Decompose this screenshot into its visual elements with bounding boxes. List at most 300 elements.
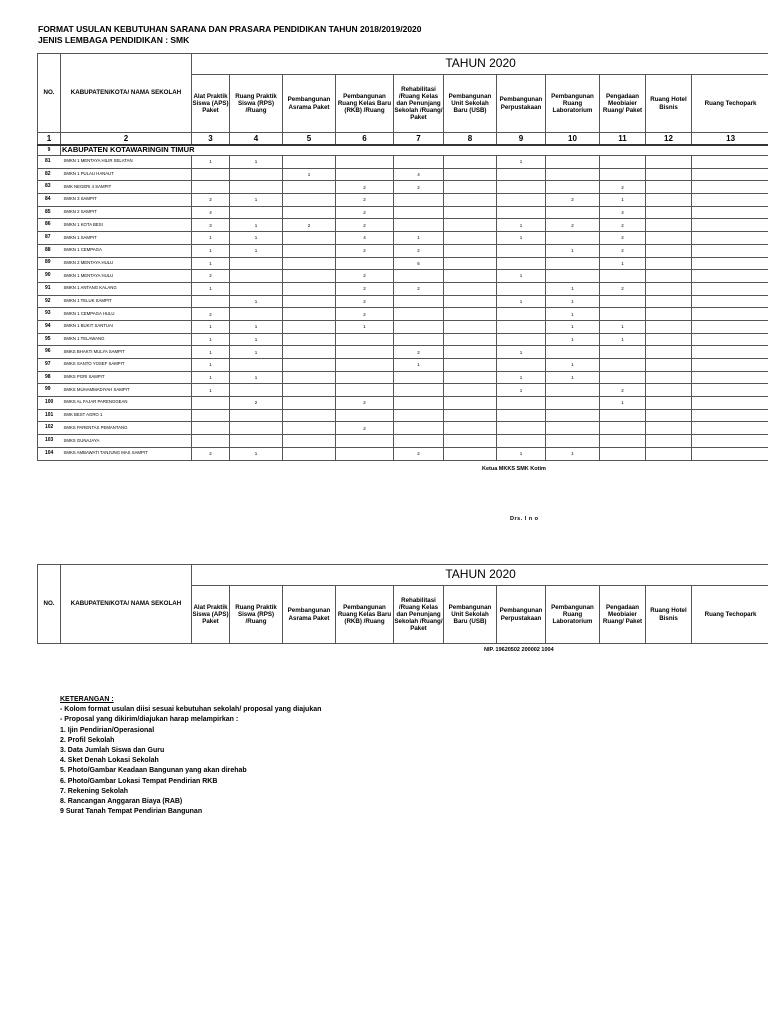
header-year: TAHUN 2020 bbox=[192, 54, 768, 75]
cell-value: 1 bbox=[546, 333, 600, 346]
cell-value bbox=[497, 320, 546, 333]
header-col-usb: Pembangunan Unit Sekolah Baru (USB) bbox=[444, 75, 497, 133]
cell-value bbox=[692, 219, 768, 232]
cell-value bbox=[230, 409, 283, 422]
row-number: 96 bbox=[38, 346, 61, 359]
header-col-aps: Alat Praktik Siswa (APS) Paket bbox=[192, 75, 230, 133]
signature-name: Drs. I n o bbox=[510, 516, 539, 522]
cell-value bbox=[336, 359, 394, 372]
cell-value bbox=[336, 156, 394, 169]
cell-value: 2 bbox=[600, 244, 646, 257]
cell-value: 1 bbox=[546, 244, 600, 257]
cell-value bbox=[692, 257, 768, 270]
cell-value bbox=[336, 447, 394, 460]
cell-value bbox=[192, 295, 230, 308]
cell-value: 2 bbox=[394, 346, 444, 359]
row-number: 86 bbox=[38, 219, 61, 232]
cell-value bbox=[546, 156, 600, 169]
row-number: 102 bbox=[38, 422, 61, 435]
header-col-rps: Ruang Praktik Siswa (RPS) /Ruang bbox=[230, 75, 283, 133]
row-number: 88 bbox=[38, 244, 61, 257]
row-number: 98 bbox=[38, 371, 61, 384]
cell-value bbox=[600, 308, 646, 321]
cell-value bbox=[646, 409, 692, 422]
cell-value: 2 bbox=[336, 244, 394, 257]
table-row bbox=[38, 422, 768, 435]
cell-value bbox=[600, 435, 646, 448]
cell-value bbox=[646, 219, 692, 232]
cell-value bbox=[646, 232, 692, 245]
row-number: 104 bbox=[38, 447, 61, 460]
cell-value bbox=[230, 384, 283, 397]
cell-value bbox=[646, 397, 692, 410]
cell-value bbox=[497, 168, 546, 181]
cell-value bbox=[283, 320, 336, 333]
cell-value: 1 bbox=[230, 194, 283, 207]
school-name: SMKN 1 MENTAYA HULU bbox=[61, 270, 192, 283]
cell-value bbox=[692, 409, 768, 422]
cell-value bbox=[646, 333, 692, 346]
row-number: 99 bbox=[38, 384, 61, 397]
cell-value: 2 bbox=[600, 219, 646, 232]
cell-value bbox=[600, 156, 646, 169]
school-name: SMKN 1 BUKIT SANTUAI bbox=[61, 320, 192, 333]
cell-value bbox=[692, 282, 768, 295]
cell-value bbox=[444, 320, 497, 333]
cell-value: 1 bbox=[600, 333, 646, 346]
cell-value bbox=[444, 308, 497, 321]
cell-value bbox=[192, 397, 230, 410]
cell-value bbox=[283, 257, 336, 270]
cell-value bbox=[646, 447, 692, 460]
row-number: 87 bbox=[38, 232, 61, 245]
cell-value bbox=[600, 346, 646, 359]
cell-value: 1 bbox=[600, 257, 646, 270]
cell-value bbox=[646, 384, 692, 397]
cell-value bbox=[283, 232, 336, 245]
cell-value bbox=[336, 435, 394, 448]
cell-value bbox=[692, 447, 768, 460]
cell-value bbox=[497, 181, 546, 194]
cell-value bbox=[546, 397, 600, 410]
header-col-meubelair: Pengadaan Meobiaier Ruang/ Paket bbox=[600, 586, 646, 644]
cell-value: 1 bbox=[192, 156, 230, 169]
cell-value bbox=[497, 409, 546, 422]
cell-value: 1 bbox=[394, 232, 444, 245]
cell-value bbox=[600, 270, 646, 283]
table-row bbox=[38, 320, 768, 333]
cell-value: 2 bbox=[192, 447, 230, 460]
cell-value bbox=[394, 397, 444, 410]
cell-value: 2 bbox=[600, 384, 646, 397]
cell-value bbox=[692, 295, 768, 308]
cell-value bbox=[692, 359, 768, 372]
cell-value: 1 bbox=[546, 359, 600, 372]
cell-value bbox=[283, 384, 336, 397]
institution-type: JENIS LEMBAGA PENDIDIKAN : SMK bbox=[38, 35, 190, 45]
cell-value: 2 bbox=[600, 181, 646, 194]
table-row bbox=[38, 156, 768, 169]
cell-value bbox=[646, 206, 692, 219]
header-col-perpustakaan: Pembangunan Perpustakaan bbox=[497, 75, 546, 133]
cell-value bbox=[394, 371, 444, 384]
school-name: SMKS BHAKTI MULYA SAMPIT bbox=[61, 346, 192, 359]
notes-item: 4. Sket Denah Lokasi Sekolah bbox=[60, 757, 159, 765]
notes-item: 2. Profil Sekolah bbox=[60, 736, 115, 744]
row-number: 89 bbox=[38, 257, 61, 270]
cell-value bbox=[692, 397, 768, 410]
header-school-name: KABUPATEN/KOTA/ NAMA SEKOLAH bbox=[61, 54, 192, 133]
school-name: SMKN 1 SAMPIT bbox=[61, 232, 192, 245]
cell-value bbox=[444, 422, 497, 435]
cell-value: 2 bbox=[336, 206, 394, 219]
cell-value: 1 bbox=[497, 346, 546, 359]
table-row bbox=[38, 308, 768, 321]
cell-value: 1 bbox=[230, 156, 283, 169]
cell-value bbox=[336, 333, 394, 346]
cell-value bbox=[444, 181, 497, 194]
cell-value bbox=[230, 359, 283, 372]
table-row bbox=[38, 244, 768, 257]
header-col-rehab: Rehabilitasi /Ruang Kelas dan Penunjang Sekolah /Ruang/ Paket bbox=[394, 586, 444, 644]
cell-value: 2 bbox=[192, 270, 230, 283]
school-name: SMKN 1 TELUK SAMPIT bbox=[61, 295, 192, 308]
header-col-aps: Alat Praktik Siswa (APS) Paket bbox=[192, 586, 230, 644]
cell-value: 1 bbox=[230, 447, 283, 460]
cell-value bbox=[692, 206, 768, 219]
cell-value bbox=[283, 435, 336, 448]
school-name: SMK BEST AGRO 1 bbox=[61, 409, 192, 422]
table-row bbox=[38, 206, 768, 219]
cell-value bbox=[646, 282, 692, 295]
row-number: 101 bbox=[38, 409, 61, 422]
school-name: SMKN 1 MENTAYA HILIR SELATAN bbox=[61, 156, 192, 169]
cell-value bbox=[283, 422, 336, 435]
table-row bbox=[38, 409, 768, 422]
cell-value bbox=[283, 282, 336, 295]
notes-item: 5. Photo/Gambar Keadaan Bangunan yang akan direhab bbox=[60, 767, 247, 775]
header-col-techopark: Ruang Techopark bbox=[692, 75, 768, 133]
cell-value bbox=[497, 308, 546, 321]
col-number: 12 bbox=[646, 133, 692, 146]
cell-value: 2 bbox=[192, 308, 230, 321]
cell-value: 1 bbox=[546, 447, 600, 460]
cell-value: 1 bbox=[497, 295, 546, 308]
cell-value bbox=[283, 371, 336, 384]
cell-value bbox=[283, 295, 336, 308]
cell-value bbox=[600, 371, 646, 384]
cell-value bbox=[283, 447, 336, 460]
cell-value: 3 bbox=[192, 219, 230, 232]
cell-value bbox=[692, 194, 768, 207]
cell-value bbox=[646, 270, 692, 283]
cell-value bbox=[283, 156, 336, 169]
proposal-table bbox=[37, 53, 768, 461]
cell-value bbox=[497, 422, 546, 435]
notes-item: - Kolom format usulan diisi sesuai kebutuhan sekolah/ proposal yang diajukan bbox=[60, 706, 322, 714]
school-name: SMKS MUHAMMADIYAH SAMPIT bbox=[61, 384, 192, 397]
school-name: SMKS PARENTAS PEMANTANG bbox=[61, 422, 192, 435]
cell-value: 1 bbox=[600, 320, 646, 333]
cell-value: 2 bbox=[394, 244, 444, 257]
col-number: 6 bbox=[336, 133, 394, 146]
header-col-asrama: Pembangunan Asrama Paket bbox=[283, 586, 336, 644]
header-col-hotel: Ruang Hotel Bisnis bbox=[646, 586, 692, 644]
cell-value bbox=[283, 270, 336, 283]
cell-value bbox=[444, 156, 497, 169]
table-row bbox=[38, 219, 768, 232]
school-name: SMKS AL FAJAR PARENGGEAN bbox=[61, 397, 192, 410]
cell-value: 1 bbox=[230, 232, 283, 245]
cell-value: 1 bbox=[394, 359, 444, 372]
cell-value: 2 bbox=[394, 282, 444, 295]
cell-value bbox=[444, 168, 497, 181]
cell-value: 1 bbox=[230, 219, 283, 232]
cell-value bbox=[546, 168, 600, 181]
cell-value bbox=[230, 270, 283, 283]
cell-value bbox=[394, 219, 444, 232]
row-number: 94 bbox=[38, 320, 61, 333]
cell-value: 2 bbox=[336, 270, 394, 283]
col-number: 13 bbox=[692, 133, 768, 146]
cell-value bbox=[230, 308, 283, 321]
cell-value bbox=[444, 244, 497, 257]
cell-value: 1 bbox=[230, 295, 283, 308]
cell-value bbox=[546, 270, 600, 283]
school-name: SMKN 1 ANTANG KALANG bbox=[61, 282, 192, 295]
notes-item: 3. Data Jumlah Siswa dan Guru bbox=[60, 747, 165, 755]
cell-value bbox=[692, 270, 768, 283]
table-row bbox=[38, 232, 768, 245]
cell-value bbox=[646, 308, 692, 321]
row-number: 84 bbox=[38, 194, 61, 207]
cell-value bbox=[692, 181, 768, 194]
cell-value bbox=[283, 308, 336, 321]
cell-value bbox=[692, 435, 768, 448]
cell-value: 1 bbox=[192, 359, 230, 372]
header-col-rkb: Pembangunan Ruang Kelas Baru (RKB) /Ruang bbox=[336, 75, 394, 133]
cell-value: 1 bbox=[283, 168, 336, 181]
school-name: SMKN 1 KOTA BESI bbox=[61, 219, 192, 232]
cell-value bbox=[394, 435, 444, 448]
notes-heading: KETERANGAN : bbox=[60, 696, 114, 703]
header-col-meubelair: Pengadaan Meobiaier Ruang/ Paket bbox=[600, 75, 646, 133]
cell-value bbox=[394, 320, 444, 333]
school-name: SMKN 3 SAMPIT bbox=[61, 194, 192, 207]
col-number: 1 bbox=[38, 133, 61, 146]
cell-value bbox=[646, 244, 692, 257]
table-row bbox=[38, 397, 768, 410]
row-number: 97 bbox=[38, 359, 61, 372]
cell-value bbox=[646, 320, 692, 333]
cell-value: 1 bbox=[497, 447, 546, 460]
notes-section bbox=[60, 695, 321, 817]
cell-value: 2 bbox=[336, 308, 394, 321]
school-name: SMKS AMBAWATI TANJUNG MAS SAMPIT bbox=[61, 447, 192, 460]
cell-value bbox=[192, 435, 230, 448]
cell-value: 2 bbox=[192, 194, 230, 207]
table-row bbox=[38, 346, 768, 359]
header-year: TAHUN 2020 bbox=[192, 565, 768, 586]
table-row bbox=[38, 447, 768, 460]
cell-value bbox=[546, 181, 600, 194]
cell-value: 2 bbox=[600, 232, 646, 245]
row-number: 90 bbox=[38, 270, 61, 283]
cell-value bbox=[283, 244, 336, 257]
cell-value bbox=[497, 435, 546, 448]
cell-value bbox=[444, 194, 497, 207]
row-number: 81 bbox=[38, 156, 61, 169]
cell-value bbox=[546, 232, 600, 245]
table-row bbox=[38, 168, 768, 181]
col-number: 11 bbox=[600, 133, 646, 146]
cell-value bbox=[692, 244, 768, 257]
cell-value bbox=[394, 409, 444, 422]
cell-value: 2 bbox=[336, 282, 394, 295]
notes-item: 7. Rekening Sekolah bbox=[60, 787, 129, 795]
cell-value: 1 bbox=[192, 244, 230, 257]
table-row bbox=[38, 295, 768, 308]
signature-title: Ketua MKKS SMK Kotim bbox=[482, 466, 546, 472]
cell-value: 6 bbox=[394, 257, 444, 270]
table-row bbox=[38, 181, 768, 194]
cell-value: 1 bbox=[546, 320, 600, 333]
col-number: 7 bbox=[394, 133, 444, 146]
cell-value: 1 bbox=[192, 232, 230, 245]
header-col-laboratorium: Pembangunan Ruang Laboratorium bbox=[546, 75, 600, 133]
notes-list bbox=[60, 705, 321, 817]
cell-value bbox=[283, 194, 336, 207]
col-number: 4 bbox=[230, 133, 283, 146]
cell-value: 4 bbox=[192, 206, 230, 219]
cell-value bbox=[497, 397, 546, 410]
cell-value bbox=[692, 156, 768, 169]
cell-value bbox=[394, 206, 444, 219]
school-name: SMKS SANTO YOSEF SAMPIT bbox=[61, 359, 192, 372]
cell-value: 1 bbox=[192, 346, 230, 359]
row-number: 95 bbox=[38, 333, 61, 346]
header-col-rps: Ruang Praktik Siswa (RPS) /Ruang bbox=[230, 586, 283, 644]
cell-value bbox=[646, 181, 692, 194]
row-number: 91 bbox=[38, 282, 61, 295]
cell-value bbox=[692, 371, 768, 384]
cell-value: 2 bbox=[600, 282, 646, 295]
cell-value: 2 bbox=[336, 422, 394, 435]
cell-value: 1 bbox=[497, 384, 546, 397]
header-col-asrama: Pembangunan Asrama Paket bbox=[283, 75, 336, 133]
cell-value bbox=[230, 282, 283, 295]
cell-value bbox=[394, 422, 444, 435]
cell-value: 2 bbox=[283, 219, 336, 232]
school-name: SMKN 1 TELAWANG bbox=[61, 333, 192, 346]
school-name: SMKN 1 CEMPAGA bbox=[61, 244, 192, 257]
cell-value: 1 bbox=[600, 397, 646, 410]
header-col-laboratorium: Pembangunan Ruang Laboratorium bbox=[546, 586, 600, 644]
header-no: NO. bbox=[38, 54, 61, 133]
cell-value bbox=[230, 168, 283, 181]
school-name: SMKN 2 MENTAYA HULU bbox=[61, 257, 192, 270]
cell-value: 2 bbox=[546, 194, 600, 207]
cell-value: 1 bbox=[546, 295, 600, 308]
cell-value: 4 bbox=[336, 232, 394, 245]
cell-value bbox=[497, 282, 546, 295]
table-row bbox=[38, 194, 768, 207]
row-number: 83 bbox=[38, 181, 61, 194]
cell-value bbox=[230, 435, 283, 448]
row-number: 100 bbox=[38, 397, 61, 410]
school-name: SMK NEGERI 4 SAMPIT bbox=[61, 181, 192, 194]
cell-value: 1 bbox=[192, 282, 230, 295]
cell-value bbox=[444, 384, 497, 397]
table-row bbox=[38, 282, 768, 295]
cell-value bbox=[692, 320, 768, 333]
header-col-rehab: Rehabilitasi /Ruang Kelas dan Penunjang Sekolah /Ruang/ Paket bbox=[394, 75, 444, 133]
cell-value bbox=[283, 397, 336, 410]
notes-item: 6. Photo/Gambar Lokasi Tempat Pendirian RKB bbox=[60, 777, 218, 785]
cell-value bbox=[394, 308, 444, 321]
cell-value bbox=[230, 206, 283, 219]
cell-value bbox=[230, 422, 283, 435]
cell-value bbox=[444, 346, 497, 359]
cell-value: 1 bbox=[497, 156, 546, 169]
table-row bbox=[38, 371, 768, 384]
region-name: KABUPATEN KOTAWARINGIN TIMUR bbox=[61, 145, 768, 156]
school-name: SMKS PGRI SAMPIT bbox=[61, 371, 192, 384]
header-school-name: KABUPATEN/KOTA/ NAMA SEKOLAH bbox=[61, 565, 192, 644]
cell-value bbox=[192, 168, 230, 181]
signature-nip: NIP. 19620502 200002 1004 bbox=[484, 647, 554, 653]
header-col-usb: Pembangunan Unit Sekolah Baru (USB) bbox=[444, 586, 497, 644]
table-row bbox=[38, 435, 768, 448]
cell-value bbox=[336, 346, 394, 359]
col-number: 8 bbox=[444, 133, 497, 146]
col-number: 10 bbox=[546, 133, 600, 146]
cell-value bbox=[600, 359, 646, 372]
cell-value bbox=[546, 346, 600, 359]
notes-item: 8. Rancangan Anggaran Biaya (RAB) bbox=[60, 798, 183, 806]
cell-value bbox=[336, 384, 394, 397]
cell-value bbox=[497, 194, 546, 207]
cell-value bbox=[444, 333, 497, 346]
header-col-perpustakaan: Pembangunan Perpustakaan bbox=[497, 586, 546, 644]
cell-value: 4 bbox=[600, 206, 646, 219]
cell-value bbox=[692, 308, 768, 321]
cell-value: 1 bbox=[192, 320, 230, 333]
cell-value bbox=[444, 257, 497, 270]
cell-value bbox=[646, 422, 692, 435]
cell-value bbox=[336, 168, 394, 181]
cell-value bbox=[600, 447, 646, 460]
notes-item: 9 Surat Tanah Tempat Pendirian Bangunan bbox=[60, 808, 203, 816]
document-title: FORMAT USULAN KEBUTUHAN SARANA DAN PRASARA PENDIDIKAN TAHUN 2018/2019/2020 bbox=[38, 24, 422, 34]
col-number: 5 bbox=[283, 133, 336, 146]
cell-value: 2 bbox=[546, 219, 600, 232]
cell-value bbox=[600, 409, 646, 422]
cell-value: 1 bbox=[230, 371, 283, 384]
region-no: 9 bbox=[38, 145, 61, 156]
col-number: 3 bbox=[192, 133, 230, 146]
header-no: NO. bbox=[38, 565, 61, 644]
cell-value: 2 bbox=[336, 295, 394, 308]
cell-value bbox=[283, 346, 336, 359]
repeated-header-table bbox=[37, 564, 768, 644]
cell-value bbox=[646, 346, 692, 359]
cell-value bbox=[546, 422, 600, 435]
cell-value: 1 bbox=[497, 232, 546, 245]
col-number: 2 bbox=[61, 133, 192, 146]
cell-value bbox=[497, 359, 546, 372]
cell-value bbox=[444, 447, 497, 460]
